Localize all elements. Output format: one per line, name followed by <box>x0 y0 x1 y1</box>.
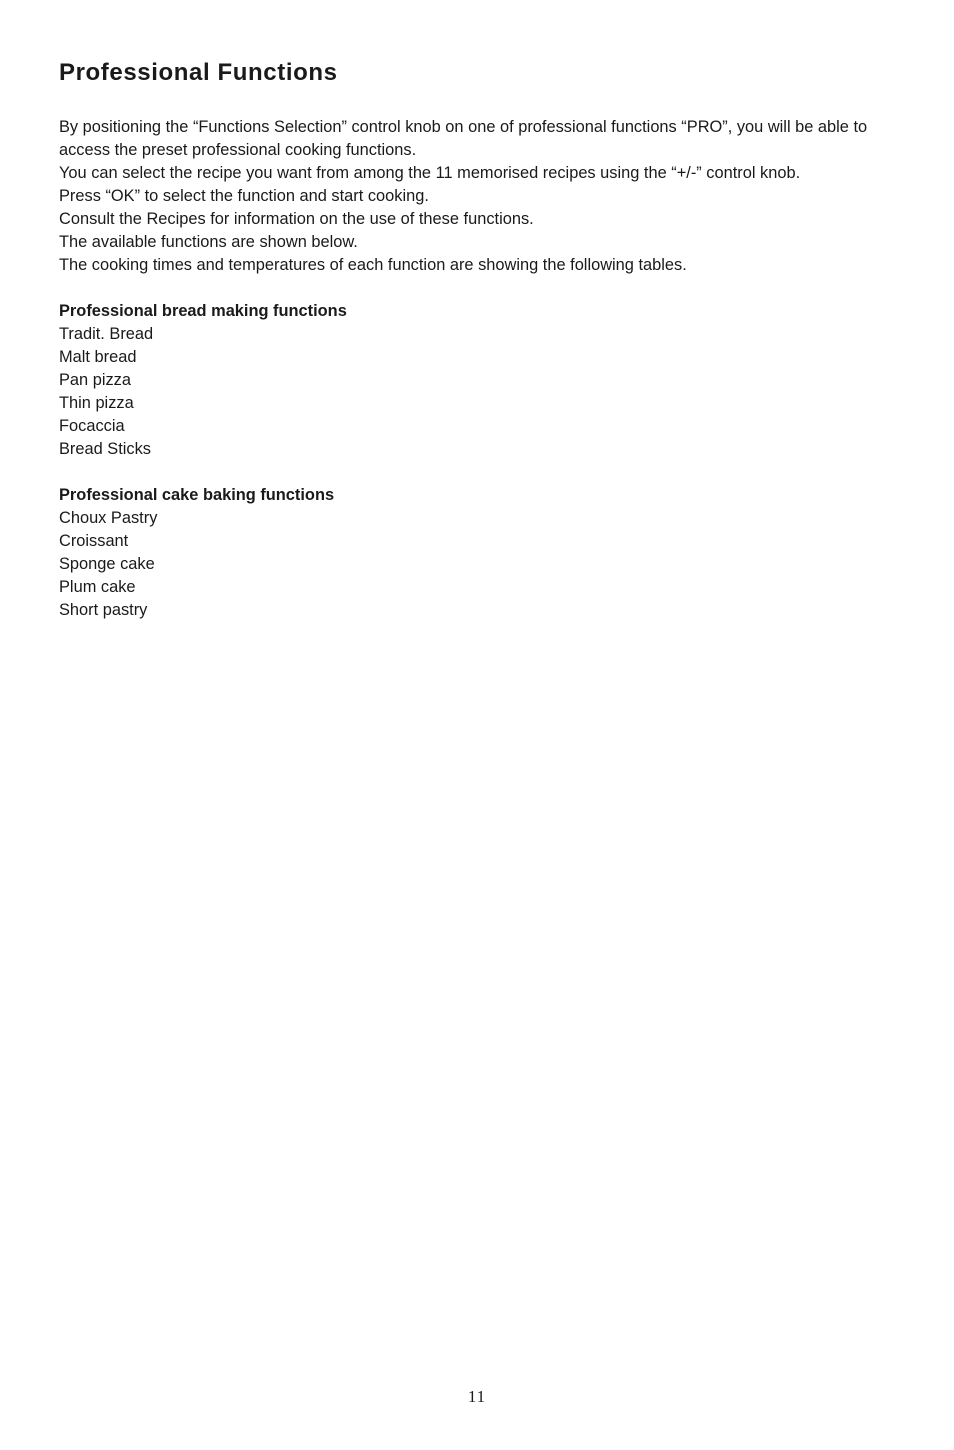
bread-functions-section <box>59 300 347 461</box>
list-item: Thin pizza <box>59 394 134 412</box>
list-item: Malt bread <box>59 348 137 366</box>
list-item: Croissant <box>59 532 129 550</box>
intro-text <box>59 116 889 277</box>
cake-functions-list <box>59 507 334 622</box>
list-item: Choux Pastry <box>59 509 158 527</box>
page-number: 11 <box>467 1387 487 1406</box>
intro-paragraph: The cooking times and temperatures of each function are showing the following tables. <box>59 256 687 274</box>
bread-functions-heading: Professional bread making functions <box>59 302 347 320</box>
list-item: Sponge cake <box>59 555 155 573</box>
list-item: Tradit. Bread <box>59 325 154 343</box>
intro-paragraph: By positioning the “Functions Selection” control knob on one of professional functions “PRO”, you will be able to access the preset professional cooking functions. <box>59 118 868 159</box>
list-item: Focaccia <box>59 417 125 435</box>
list-item: Plum cake <box>59 578 136 596</box>
list-item: Short pastry <box>59 601 148 619</box>
list-item: Pan pizza <box>59 371 131 389</box>
intro-paragraph: You can select the recipe you want from among the 11 memorised recipes using the “+/-” control knob. <box>59 164 801 182</box>
page-title: Professional Functions <box>59 59 338 86</box>
intro-paragraph: The available functions are shown below. <box>59 233 358 251</box>
list-item: Bread Sticks <box>59 440 152 458</box>
intro-paragraph: Consult the Recipes for information on the use of these functions. <box>59 210 534 228</box>
intro-paragraph: Press “OK” to select the function and start cooking. <box>59 187 429 205</box>
cake-functions-heading: Professional cake baking functions <box>59 486 335 504</box>
cake-functions-section <box>59 484 334 622</box>
bread-functions-list <box>59 323 347 461</box>
